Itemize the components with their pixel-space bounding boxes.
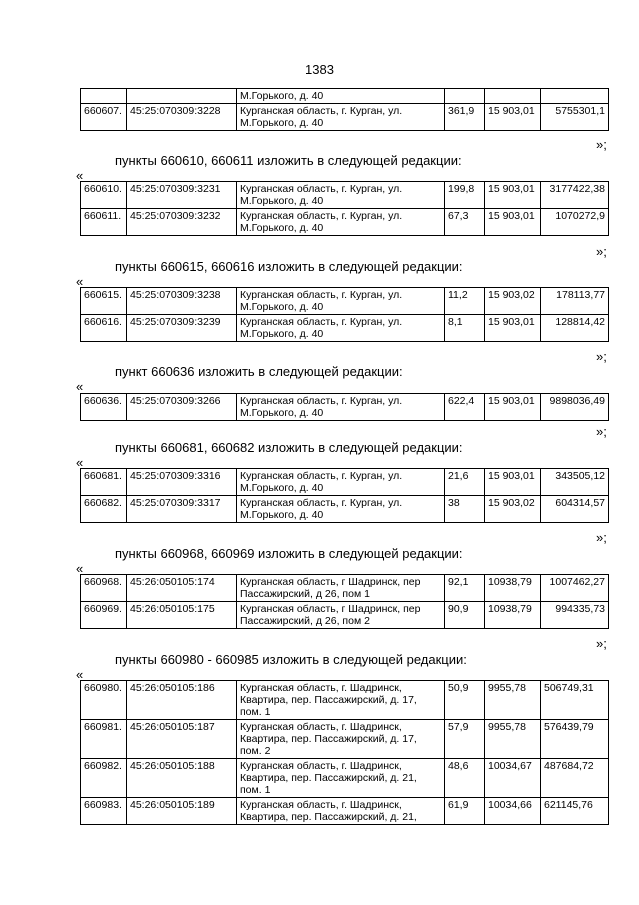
table-row — [81, 496, 609, 523]
area: 48,6 — [445, 759, 485, 798]
cadastral-value: 3177422,38 — [541, 182, 609, 209]
closing-quote: »; — [596, 244, 607, 259]
area: 8,1 — [445, 315, 485, 342]
cadastral-number: 45:25:070309:3238 — [127, 288, 237, 315]
area: 622,4 — [445, 394, 485, 421]
amendment-instruction: пункт 660636 изложить в следующей редакции: — [115, 364, 403, 379]
amendment-instruction: пункты 660615, 660616 изложить в следующей редакции: — [115, 259, 463, 274]
specific-value — [485, 89, 541, 104]
address: М.Горького, д. 40 — [237, 89, 445, 104]
address: Курганская область, г Шадринск, пер Пассажирский, д 26, пом 2 — [237, 602, 445, 629]
amendment-instruction: пункты 660980 - 660985 изложить в следующей редакции: — [115, 652, 467, 667]
table-row — [81, 575, 609, 602]
cadastral-number: 45:25:070309:3316 — [127, 469, 237, 496]
cadastral-value: 178113,77 — [541, 288, 609, 315]
cadastral-value: 1070272,9 — [541, 209, 609, 236]
cadastral-value: 506749,31 — [541, 681, 609, 720]
item-number: 660983. — [81, 798, 127, 825]
item-number — [81, 89, 127, 104]
table-row — [81, 469, 609, 496]
closing-quote: »; — [596, 636, 607, 651]
item-number: 660611. — [81, 209, 127, 236]
table-row — [81, 182, 609, 209]
area: 57,9 — [445, 720, 485, 759]
area: 61,9 — [445, 798, 485, 825]
address: Курганская область, г. Курган, ул. М.Горького, д. 40 — [237, 394, 445, 421]
cadastral-number: 45:25:070309:3232 — [127, 209, 237, 236]
cadastral-value: 604314,57 — [541, 496, 609, 523]
area: 38 — [445, 496, 485, 523]
table-row — [81, 798, 609, 825]
cadastral-value — [541, 89, 609, 104]
cadastral-number: 45:25:070309:3317 — [127, 496, 237, 523]
cadastral-number: 45:26:050105:189 — [127, 798, 237, 825]
item-number: 660982. — [81, 759, 127, 798]
item-number: 660607. — [81, 104, 127, 131]
specific-value: 10938,79 — [485, 602, 541, 629]
table-row — [81, 288, 609, 315]
item-number: 660981. — [81, 720, 127, 759]
address: Курганская область, г. Курган, ул. М.Горького, д. 40 — [237, 315, 445, 342]
area: 361,9 — [445, 104, 485, 131]
address: Курганская область, г. Курган, ул. М.Горького, д. 40 — [237, 104, 445, 131]
closing-quote: »; — [596, 349, 607, 364]
table-row — [81, 104, 609, 131]
table-row — [81, 89, 609, 104]
cadastral-number: 45:26:050105:174 — [127, 575, 237, 602]
cadastral-value: 576439,79 — [541, 720, 609, 759]
address: Курганская область, г. Шадринск, Квартира, пер. Пассажирский, д. 17, пом. 1 — [237, 681, 445, 720]
registry-table — [80, 287, 609, 342]
registry-table — [80, 574, 609, 629]
item-number: 660616. — [81, 315, 127, 342]
specific-value: 10034,67 — [485, 759, 541, 798]
opening-quote: « — [76, 561, 84, 576]
address: Курганская область, г. Шадринск, Квартира, пер. Пассажирский, д. 21, пом. 1 — [237, 759, 445, 798]
specific-value: 10938,79 — [485, 575, 541, 602]
specific-value: 15 903,01 — [485, 104, 541, 131]
area: 199,8 — [445, 182, 485, 209]
opening-quote: « — [76, 455, 84, 470]
cadastral-value: 621145,76 — [541, 798, 609, 825]
address: Курганская область, г. Курган, ул. М.Горького, д. 40 — [237, 288, 445, 315]
area: 67,3 — [445, 209, 485, 236]
specific-value: 15 903,01 — [485, 209, 541, 236]
specific-value: 15 903,02 — [485, 288, 541, 315]
opening-quote: « — [76, 667, 84, 682]
opening-quote: « — [76, 168, 84, 183]
cadastral-number: 45:26:050105:187 — [127, 720, 237, 759]
area: 90,9 — [445, 602, 485, 629]
cadastral-number: 45:25:070309:3228 — [127, 104, 237, 131]
table-row — [81, 681, 609, 720]
address: Курганская область, г Шадринск, пер Пассажирский, д 26, пом 1 — [237, 575, 445, 602]
cadastral-value: 5755301,1 — [541, 104, 609, 131]
specific-value: 15 903,01 — [485, 469, 541, 496]
cadastral-number: 45:25:070309:3231 — [127, 182, 237, 209]
item-number: 660682. — [81, 496, 127, 523]
item-number: 660969. — [81, 602, 127, 629]
cadastral-value: 343505,12 — [541, 469, 609, 496]
table-row — [81, 315, 609, 342]
cadastral-number: 45:26:050105:175 — [127, 602, 237, 629]
registry-table — [80, 468, 609, 523]
item-number: 660980. — [81, 681, 127, 720]
area: 11,2 — [445, 288, 485, 315]
registry-table — [80, 88, 609, 131]
table-row — [81, 720, 609, 759]
amendment-instruction: пункты 660610, 660611 изложить в следующей редакции: — [115, 153, 462, 168]
address: Курганская область, г. Курган, ул. М.Горького, д. 40 — [237, 209, 445, 236]
item-number: 660610. — [81, 182, 127, 209]
item-number: 660636. — [81, 394, 127, 421]
cadastral-value: 487684,72 — [541, 759, 609, 798]
cadastral-number: 45:25:070309:3266 — [127, 394, 237, 421]
address: Курганская область, г. Курган, ул. М.Горького, д. 40 — [237, 496, 445, 523]
cadastral-number: 45:26:050105:188 — [127, 759, 237, 798]
specific-value: 15 903,01 — [485, 394, 541, 421]
cadastral-number — [127, 89, 237, 104]
table-row — [81, 394, 609, 421]
specific-value: 15 903,02 — [485, 496, 541, 523]
table-row — [81, 759, 609, 798]
opening-quote: « — [76, 274, 84, 289]
specific-value: 15 903,01 — [485, 315, 541, 342]
amendment-instruction: пункты 660681, 660682 изложить в следующей редакции: — [115, 440, 463, 455]
address: Курганская область, г. Курган, ул. М.Горького, д. 40 — [237, 182, 445, 209]
cadastral-value: 1007462,27 — [541, 575, 609, 602]
address: Курганская область, г. Курган, ул. М.Горького, д. 40 — [237, 469, 445, 496]
table-row — [81, 209, 609, 236]
cadastral-value: 994335,73 — [541, 602, 609, 629]
specific-value: 15 903,01 — [485, 182, 541, 209]
registry-table — [80, 680, 609, 825]
registry-table — [80, 393, 609, 421]
item-number: 660681. — [81, 469, 127, 496]
opening-quote: « — [76, 379, 84, 394]
cadastral-number: 45:25:070309:3239 — [127, 315, 237, 342]
closing-quote: »; — [596, 424, 607, 439]
registry-table — [80, 181, 609, 236]
area: 21,6 — [445, 469, 485, 496]
cadastral-number: 45:26:050105:186 — [127, 681, 237, 720]
cadastral-value: 128814,42 — [541, 315, 609, 342]
closing-quote: »; — [596, 137, 607, 152]
area: 50,9 — [445, 681, 485, 720]
specific-value: 9955,78 — [485, 681, 541, 720]
table-row — [81, 602, 609, 629]
page-number: 1383 — [305, 62, 334, 77]
item-number: 660968. — [81, 575, 127, 602]
specific-value: 10034,66 — [485, 798, 541, 825]
amendment-instruction: пункты 660968, 660969 изложить в следующей редакции: — [115, 546, 463, 561]
area: 92,1 — [445, 575, 485, 602]
area — [445, 89, 485, 104]
cadastral-value: 9898036,49 — [541, 394, 609, 421]
address: Курганская область, г. Шадринск, Квартира, пер. Пассажирский, д. 17, пом. 2 — [237, 720, 445, 759]
item-number: 660615. — [81, 288, 127, 315]
address: Курганская область, г. Шадринск, Квартира, пер. Пассажирский, д. 21, — [237, 798, 445, 825]
specific-value: 9955,78 — [485, 720, 541, 759]
closing-quote: »; — [596, 530, 607, 545]
